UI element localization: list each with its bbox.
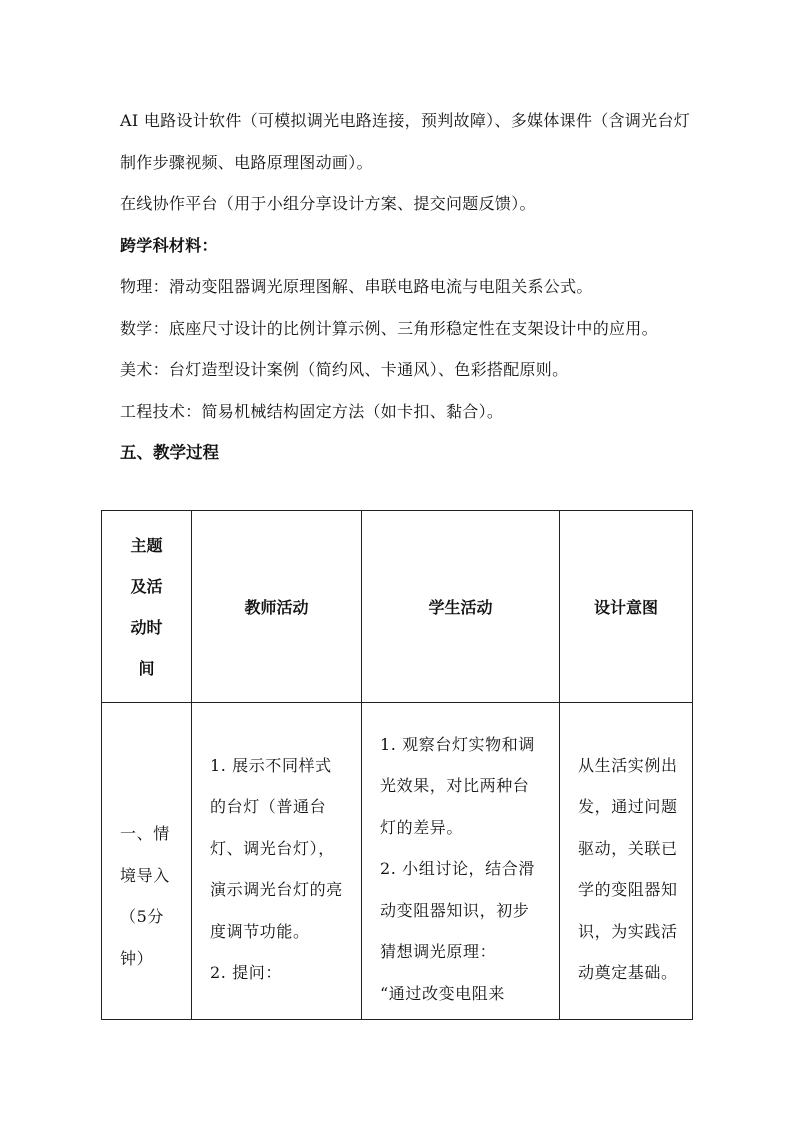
header-theme-line: 动时 (130, 617, 163, 637)
paragraph-engineering: 工程技术：简易机械结构固定方法（如卡扣、黏合）。 (120, 401, 504, 421)
paragraph-software: AI 电路设计软件（可模拟调光电路连接，预判故障）、多媒体课件（含调光台灯制作步骤视频、电路原理图动画）。 (120, 111, 691, 172)
header-intent: 设计意图 (560, 511, 693, 703)
student-step: 1. 观察台灯实物和调光效果，对比两种台灯的差异。 (380, 734, 535, 837)
paragraph-physics: 物理：滑动变阻器调光原理图解、串联电路电流与电阻关系公式。 (120, 277, 593, 296)
student-text (362, 708, 559, 1015)
paragraph-math: 数学：底座尺寸设计的比例计算示例、三角形稳定性在支架设计中的应用。 (120, 318, 658, 338)
paragraph-platform: 在线协作平台（用于小组分享设计方案、提交问题反馈）。 (120, 194, 536, 213)
header-theme-line: 间 (138, 658, 155, 678)
header-teacher: 教师活动 (192, 511, 362, 703)
document-body (120, 100, 700, 474)
cell-theme (102, 703, 192, 1020)
teaching-process-table (101, 510, 693, 1020)
theme-text: 一、情境导入（5分钟） (120, 824, 170, 968)
paragraph-art: 美术：台灯造型设计案例（简约风、卡通风）、色彩搭配原则。 (120, 360, 569, 379)
table-header-row (102, 511, 693, 703)
table-row (102, 703, 693, 1020)
header-theme-line: 及活 (130, 576, 163, 596)
student-step: “通过改变电阻来 (380, 983, 505, 1003)
student-step: 2. 小组讨论，结合滑动变阻器知识，初步猜想调光原理： (380, 859, 535, 962)
header-student: 学生活动 (362, 511, 560, 703)
teacher-text (192, 729, 361, 994)
teacher-step: 2. 提问： (210, 963, 282, 982)
cell-student (362, 703, 560, 1020)
teacher-step: 1. 展示不同样式的台灯（普通台灯、调光台灯），演示调光台灯的亮度调节功能。 (210, 755, 343, 941)
header-theme-time (102, 511, 192, 703)
intent-text: 从生活实例出发，通过问题驱动，关联已学的变阻器知识，为实践活动奠定基础。 (578, 755, 678, 982)
cell-teacher (192, 703, 362, 1020)
subheading-materials: 跨学科材料： (120, 235, 218, 255)
cell-intent (560, 703, 693, 1020)
section-heading: 五、教学过程 (120, 443, 219, 462)
header-theme-line: 主题 (130, 535, 163, 555)
